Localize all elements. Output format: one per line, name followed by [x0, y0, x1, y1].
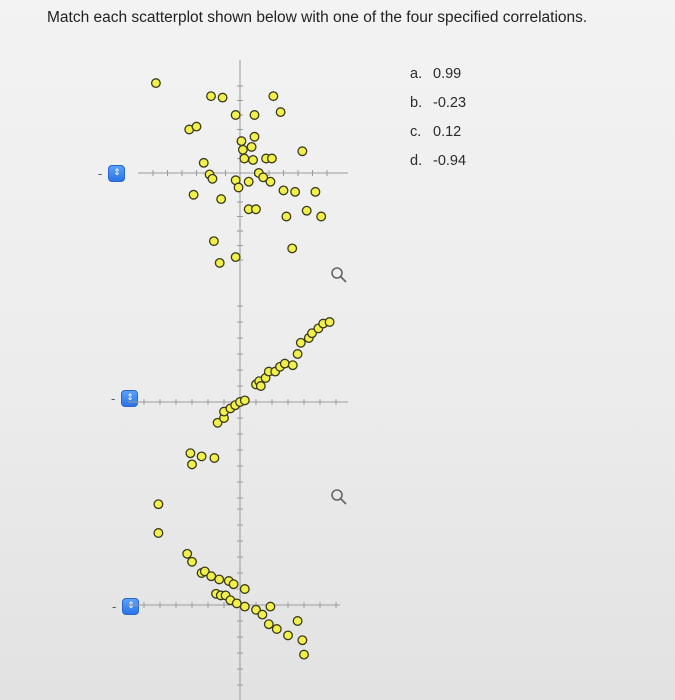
data-point	[207, 572, 216, 581]
data-point	[186, 449, 195, 458]
option-c	[410, 124, 466, 153]
data-point	[252, 205, 261, 214]
data-point	[298, 147, 307, 156]
data-point	[207, 92, 216, 101]
data-point	[233, 599, 242, 608]
option-value: -0.23	[433, 95, 467, 111]
data-point	[231, 253, 240, 262]
data-point	[249, 156, 258, 165]
data-point	[293, 617, 302, 626]
select-value: -	[112, 599, 117, 614]
zoom-icon[interactable]	[330, 488, 348, 506]
data-point	[302, 206, 311, 215]
answer-select-1[interactable]	[98, 165, 125, 182]
select-value: -	[111, 391, 116, 406]
data-point	[266, 602, 275, 611]
data-point	[183, 550, 192, 559]
data-point	[258, 610, 267, 619]
data-point	[250, 111, 259, 120]
option-a	[410, 66, 466, 95]
data-point	[284, 631, 293, 640]
data-point	[300, 650, 309, 659]
data-point	[154, 500, 163, 509]
data-point	[265, 620, 274, 629]
data-point	[317, 212, 326, 221]
option-value: -0.94	[433, 153, 467, 169]
data-point	[239, 146, 248, 155]
data-point	[241, 396, 250, 405]
zoom-icon[interactable]	[330, 266, 348, 284]
data-point	[229, 580, 238, 589]
data-point	[154, 529, 163, 538]
data-point	[266, 177, 275, 186]
data-point	[288, 244, 297, 253]
option-d	[410, 153, 466, 182]
data-point	[241, 602, 250, 611]
data-point	[152, 79, 161, 88]
scatterplot-3	[128, 502, 360, 700]
select-arrows-icon[interactable]: ⇕	[108, 165, 125, 182]
data-point	[279, 186, 288, 195]
data-point	[257, 382, 266, 391]
option-label: b.	[410, 95, 423, 111]
select-value: -	[98, 166, 103, 181]
correlation-options	[410, 66, 466, 182]
option-label: c.	[410, 124, 422, 140]
question-text: Match each scatterplot shown below with one of the four specified correlations.	[47, 9, 588, 26]
data-point	[215, 259, 224, 268]
data-point	[250, 132, 259, 141]
scatterplot-2	[128, 292, 360, 502]
data-point	[311, 188, 320, 197]
option-value: 0.99	[433, 66, 462, 82]
scatterplot-1	[128, 60, 360, 292]
data-point	[269, 92, 278, 101]
data-point	[276, 108, 285, 117]
data-point	[188, 558, 197, 567]
data-point	[188, 460, 197, 469]
data-point	[237, 137, 246, 146]
data-point	[197, 452, 206, 461]
data-point	[282, 212, 291, 221]
data-point	[234, 183, 243, 192]
data-point	[218, 93, 227, 102]
data-point	[231, 111, 240, 120]
data-point	[210, 237, 219, 246]
data-point	[215, 575, 224, 584]
data-point	[325, 318, 334, 327]
option-b	[410, 95, 466, 124]
select-arrows-icon[interactable]: ⇕	[122, 598, 139, 615]
data-point	[291, 188, 300, 197]
option-label: a.	[410, 66, 423, 82]
data-point	[241, 585, 250, 594]
data-point	[199, 159, 208, 168]
option-label: d.	[410, 153, 423, 169]
data-point	[297, 339, 306, 348]
data-point	[217, 195, 226, 204]
data-point	[244, 177, 253, 186]
data-point	[289, 361, 298, 370]
data-point	[298, 636, 307, 645]
data-point	[208, 175, 217, 184]
data-point	[210, 454, 219, 463]
select-arrows-icon[interactable]: ⇕	[121, 390, 138, 407]
data-point	[192, 122, 201, 131]
data-point	[293, 350, 302, 359]
data-point	[247, 143, 256, 152]
data-point	[273, 625, 282, 634]
data-point	[189, 190, 198, 199]
option-value: 0.12	[433, 124, 462, 140]
data-point	[268, 154, 277, 163]
data-point	[240, 154, 249, 163]
data-point	[281, 359, 290, 368]
